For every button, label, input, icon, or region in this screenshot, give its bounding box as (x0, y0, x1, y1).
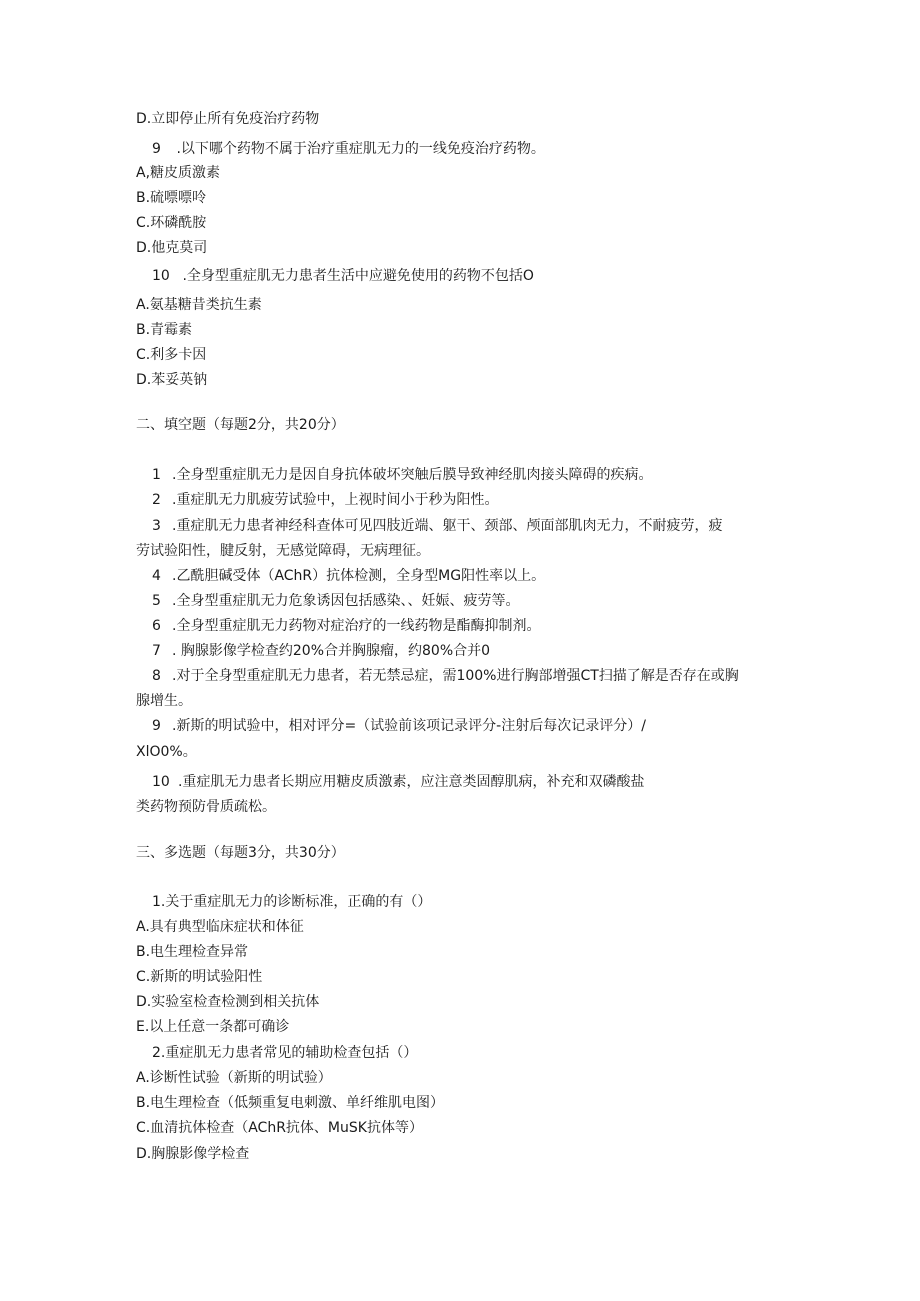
question-text: .以下哪个药物不属于治疗重症肌无力的一线免疫治疗药物。 (176, 141, 545, 157)
q9-option-b: B.硫嘌嘌呤 (136, 190, 207, 206)
fill-item-8: 8 .对于全身型重症肌无力患者，若无禁忌症，需100%进行胸部增强CT扫描了解是否存在或胸 (152, 668, 739, 684)
fill-item-8-cont: 腺增生。 (136, 693, 192, 709)
fill-item-2: 2 .重症肌无力肌疲劳试验中，上视时间小于秒为阳性。 (152, 492, 499, 508)
mq1-option-e: E.以上任意一条都可确诊 (136, 1019, 290, 1035)
mq1-option-d: D.实验室检查检测到相关抗体 (136, 994, 320, 1010)
multi-question-1: 1.关于重症肌无力的诊断标准，正确的有（） (152, 894, 432, 910)
mq1-option-a: A.具有典型临床症状和体征 (136, 919, 304, 935)
q10-option-c: C.利多卡因 (136, 347, 207, 363)
mq2-option-c: C.血清抗体检查（AChR抗体、MuSK抗体等） (136, 1120, 423, 1136)
multi-question-2: 2.重症肌无力患者常见的辅助检查包括（） (152, 1045, 418, 1061)
fill-item-1: 1 .全身型重症肌无力是因自身抗体破坏突触后膜导致神经肌肉接头障碍的疾病。 (152, 467, 653, 483)
question-number: 10 (152, 268, 170, 284)
fill-item-9: 9 .新斯的明试验中，相对评分=（试验前该项记录评分-注射后每次记录评分）/ (152, 718, 646, 734)
q9-option-d: D.他克莫司 (136, 240, 208, 256)
fill-item-7: 7 . 胸腺影像学检查约20%合并胸腺瘤，约80%合并0 (152, 643, 491, 659)
q9-option-c: C.环磷酰胺 (136, 215, 207, 231)
fill-item-5: 5 .全身型重症肌无力危象诱因包括感染、、妊娠、疲劳等。 (152, 593, 520, 609)
fill-item-3-cont: 劳试验阳性，腱反射，无感觉障碍，无病理征。 (136, 543, 430, 559)
q10-option-a: A.氨基糖昔类抗生素 (136, 297, 262, 313)
question-number: 9 (152, 141, 161, 157)
mq1-option-b: B.电生理检查异常 (136, 944, 249, 960)
mq1-option-c: C.新斯的明试验阳性 (136, 969, 263, 985)
fill-item-3: 3 .重症肌无力患者神经科查体可见四肢近端、躯干、颈部、颅面部肌肉无力，不耐疲劳，疲 (152, 518, 723, 534)
mq2-option-b: B.电生理检查（低频重复电刺激、单纤维肌电图） (136, 1095, 445, 1111)
q10-option-b: B.青霉素 (136, 322, 193, 338)
question-9 (152, 140, 545, 158)
question-text: .全身型重症肌无力患者生活中应避免使用的药物不包括O (182, 268, 534, 284)
question-10 (152, 267, 534, 285)
mq2-option-a: A.诊断性试验（新斯的明试验） (136, 1070, 332, 1086)
section-2-title: 二、填空题（每题2分，共20分） (136, 417, 345, 433)
q9-option-a: A,糖皮质激素 (136, 165, 221, 181)
fill-item-6: 6 .全身型重症肌无力药物对症治疗的一线药物是酯酶抑制剂。 (152, 618, 541, 634)
section-3-title: 三、多选题（每题3分，共30分） (136, 845, 345, 861)
fill-item-4: 4 .乙酰胆碱受体（AChR）抗体检测，全身型MG阳性率以上。 (152, 568, 546, 584)
prev-option-d: D.立即停止所有免疫治疗药物 (136, 111, 320, 127)
fill-item-10: 10 .重症肌无力患者长期应用糖皮质激素，应注意类固醇肌病，补充和双磷酸盐 (152, 774, 645, 790)
mq2-option-d: D.胸腺影像学检查 (136, 1146, 250, 1162)
fill-item-10-cont: 类药物预防骨质疏松。 (136, 799, 276, 815)
fill-item-9-cont: XlO0%。 (136, 744, 197, 760)
q10-option-d: D.苯妥英钠 (136, 372, 208, 388)
